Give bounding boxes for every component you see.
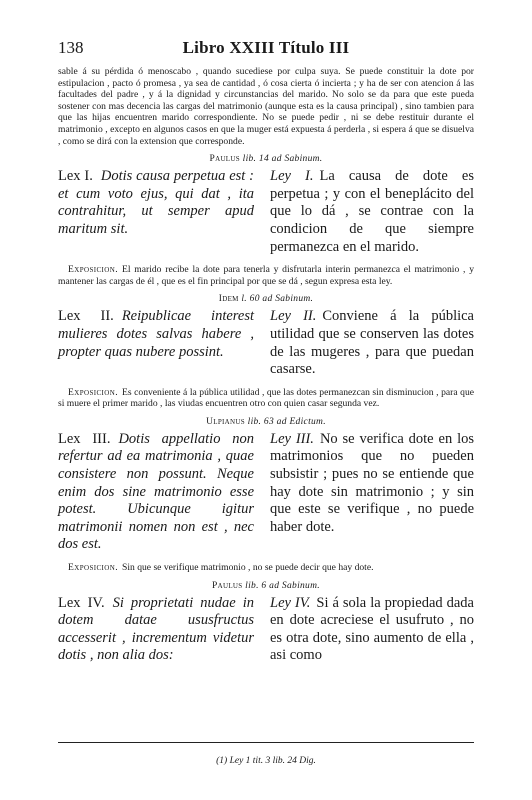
source-attribution xyxy=(58,294,474,304)
latin-law-body: Reipublicae interest mulieres dotes salvas habere , propter quas nubere possint. xyxy=(58,308,254,360)
spanish-text xyxy=(270,431,474,554)
spanish-text xyxy=(270,308,474,378)
attribution-author: Paulus xyxy=(212,580,243,591)
latin-law-label: Lex III. xyxy=(58,430,111,447)
spanish-text xyxy=(270,168,474,256)
latin-law-body: Dotis appellatio non refertur ad ea matrimonia , quae consistere non possunt. Neque enim dos sine matrimonio esse potest. Ubicunque igitur matrimonii nomen non est , nec dos est. xyxy=(58,430,254,553)
running-title: Libro XXIII Título III xyxy=(182,38,350,57)
law-entry xyxy=(58,308,474,378)
exposicion-paragraph xyxy=(58,562,474,574)
exposicion-body: El marido recibe la dote para tenerla y disfrutarla interin permanezca el matrimonio , y mantener las cargas de él , que es el fin principal por que se dá , segun expresa esta ley. xyxy=(58,264,474,287)
exposicion-paragraph xyxy=(58,264,474,287)
source-attribution xyxy=(58,154,474,164)
source-attribution xyxy=(58,417,474,427)
running-head xyxy=(58,38,474,64)
page-number: 138 xyxy=(58,38,84,57)
latin-text xyxy=(58,168,254,256)
attribution-author: Paulus xyxy=(209,154,240,165)
attribution-author: Idem xyxy=(218,294,239,305)
latin-law-body: Si proprietati nudae in dotem datae ususfructus accesserit , incrementum videtur dotis , non alia dos: xyxy=(58,594,254,664)
spanish-text xyxy=(270,595,474,665)
exposicion-label: Exposicion. xyxy=(68,264,118,276)
attribution-author: Ulpianus xyxy=(206,416,245,427)
exposicion-label: Exposicion. xyxy=(68,562,118,574)
law-entry xyxy=(58,431,474,554)
spanish-law-label: Ley I. xyxy=(270,168,314,185)
spanish-law-body: No se verifica dote en los matrimonios que no pueden subsistir ; pues no se entiende que hay dote sin matrimonio ; y sin que este se verifique , no puede haber dote. xyxy=(270,430,474,535)
law-entry xyxy=(58,595,474,665)
exposicion-label: Exposicion. xyxy=(68,386,118,398)
spanish-law-label: Ley IV. xyxy=(270,594,311,611)
latin-law-label: Lex IV. xyxy=(58,594,105,611)
footnote: (1) Ley 1 tit. 3 lib. 24 Dig. xyxy=(216,756,316,766)
spanish-law-body: La causa de dote es perpetua ; y con el beneplácito del que lo dá , se contrae con la condicion de que siempre permanezca en el marido. xyxy=(270,168,474,255)
latin-law-body: Dotis causa perpetua est : et cum voto ejus, qui dat , ita contrahitur, ut semper apud maritum sit. xyxy=(58,168,255,237)
source-attribution xyxy=(58,581,474,591)
exposicion-paragraph xyxy=(58,387,474,410)
spanish-law-body: Si á sola la propiedad dada en dote acreciese el usufruto , no es otra dote, sino aumento de ella , asi como xyxy=(270,594,474,664)
law-entry xyxy=(58,168,474,256)
intro-paragraph: sable á su pérdida ó menoscabo , quando sucediese por culpa suya. Se puede constituir la dote por estipulacion , pacto ó promesa , ya sea de cantidad , ó cosa cierta ó incierta ; y ha de ser con atencion á las facultades del padre , y á la dignidad y circunstancias del marido. No solo se da para que este pueda sostener con mas decencia las cargas del matrimonio (aunque esta es la causa principal) , sino tambien para que las hijas encuentren marido correspondiente. No se puede pedir , ni se debe restituir durante el matrimonio , excepto en algunos casos en que la muger está expuesta á perderla , si espera á que se disuelva , como se dirá con la extension que corresponde. xyxy=(58,66,474,147)
attribution-source: lib. 63 ad Edictum. xyxy=(247,416,326,427)
latin-law-label: Lex II. xyxy=(58,308,114,325)
exposicion-body: Sin que se verifique matrimonio , no se puede decir que hay dote. xyxy=(122,562,374,574)
attribution-source: l. 60 ad Sabinum. xyxy=(241,294,314,305)
footnote-divider xyxy=(58,742,474,743)
latin-text xyxy=(58,595,254,665)
exposicion-body: Es conveniente á la pública utilidad , que las dotes permanezcan sin disminucion , para que si muere el primer marido , las viudas encuentren otro con quien casar segunda vez. xyxy=(58,386,474,410)
attribution-source: lib. 14 ad Sabinum. xyxy=(242,154,323,165)
spanish-law-body: Conviene á la pública utilidad que se conserven las dotes de las mugeres , para que puedan casarse. xyxy=(270,308,474,378)
latin-text xyxy=(58,431,254,554)
spanish-law-label: Ley III. xyxy=(270,430,314,447)
latin-law-label: Lex I. xyxy=(58,168,93,185)
spanish-law-label: Ley II. xyxy=(270,308,317,325)
attribution-source: lib. 6 ad Sabinum. xyxy=(245,580,320,591)
latin-text xyxy=(58,308,254,378)
